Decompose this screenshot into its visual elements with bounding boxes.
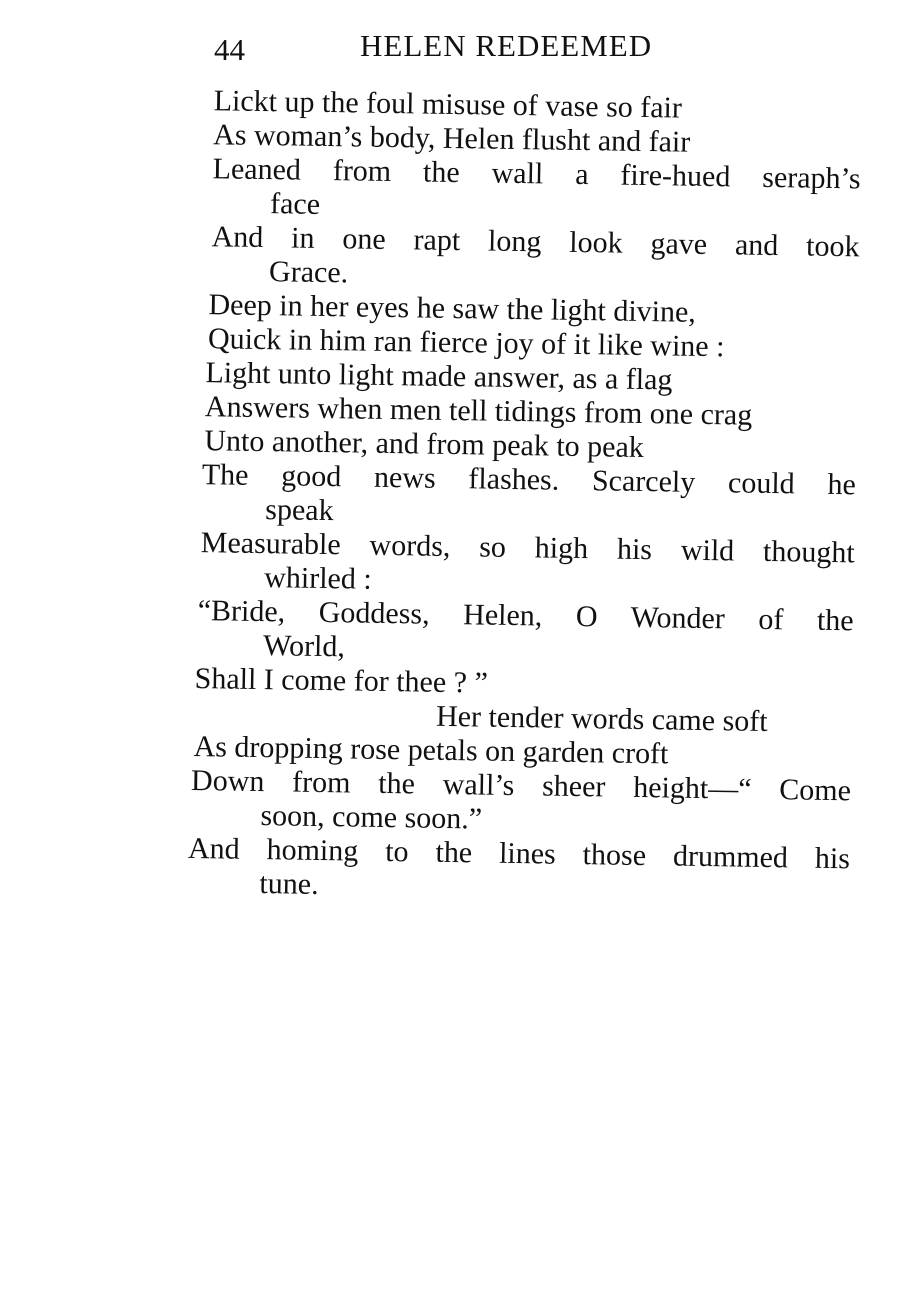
poem-text bbox=[187, 84, 862, 910]
poem-line: Quick in him ran fierce joy of it like wine : bbox=[207, 322, 725, 364]
poem-line-continuation: Grace. bbox=[268, 255, 349, 290]
poem-line: Unto another, and from peak to peak bbox=[204, 424, 645, 465]
poem-line: Shall I come for thee ? ” bbox=[194, 661, 489, 700]
poem-line-half: Her tender words came soft bbox=[435, 699, 768, 738]
poem-line-continuation: tune. bbox=[259, 867, 319, 901]
poem-line: Answers when men tell tidings from one crag bbox=[204, 390, 753, 432]
running-title: HELEN REDEEMED bbox=[360, 28, 653, 63]
poem-line-continuation: face bbox=[269, 187, 321, 221]
poem-line: Lickt up the foul misuse of vase so fair bbox=[213, 84, 683, 125]
poem-line: The good news flashes. Scarcely could he bbox=[201, 458, 857, 502]
poem-line-continuation: whirled : bbox=[263, 561, 372, 596]
poem-line-continuation: soon, come soon.” bbox=[260, 799, 483, 836]
poem-line: “Bride, Goddess, Helen, O Wonder of the bbox=[197, 594, 854, 638]
poem-line: Deep in her eyes he saw the light divine, bbox=[208, 288, 697, 329]
poem-line-continuation: World, bbox=[262, 629, 346, 664]
page-number: 44 bbox=[214, 32, 245, 67]
page-header bbox=[214, 28, 734, 72]
poem-line: Down from the wall’s sheer height—“ Come bbox=[190, 763, 852, 808]
poem-line: As woman’s body, Helen flusht and fair bbox=[212, 118, 691, 159]
poem-line: Light unto light made answer, as a flag bbox=[205, 356, 673, 397]
poem-line: As dropping rose petals on garden croft bbox=[193, 729, 669, 771]
poem-line: And homing to the lines those drummed his bbox=[187, 831, 851, 876]
poem-line: Measurable words, so high his wild thought bbox=[200, 526, 855, 570]
poem-line: And in one rapt long look gave and took bbox=[211, 220, 860, 264]
poem-line-continuation: speak bbox=[265, 493, 334, 528]
poem-line: Leaned from the wall a fire-hued seraph’s bbox=[212, 152, 861, 196]
